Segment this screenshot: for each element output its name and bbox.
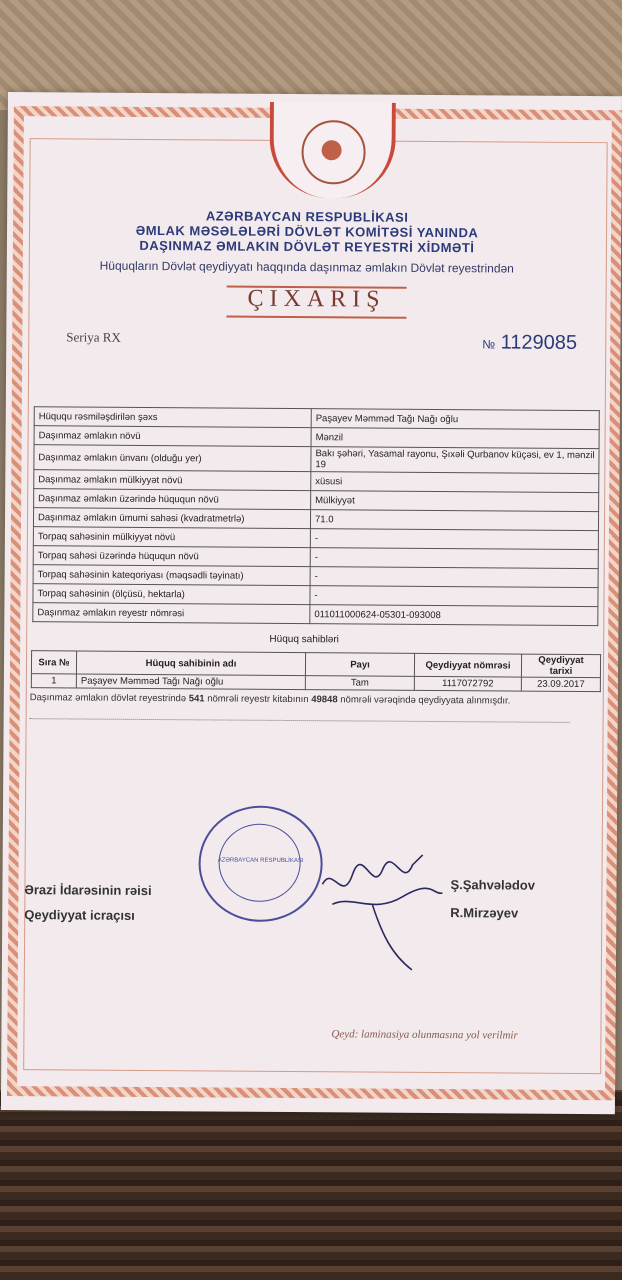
table-row: Daşınmaz əmlakın ümumi sahəsi (kvadratmetrlə) 71.0 <box>33 508 598 531</box>
signatory-name-2: R.Mirzəyev <box>450 905 519 921</box>
table-row: 1 Paşayev Məmməd Tağı Nağı oğlu Tam 1117072792 23.09.2017 <box>31 674 600 692</box>
document-number: № 1129085 <box>482 331 578 354</box>
table-row: Daşınmaz əmlakın üzərində hüququn növü Mülkiyyət <box>34 489 599 512</box>
signatory-role-2: Qeydiyyat icraçısı <box>24 907 135 923</box>
certificate-sheet <box>1 92 622 1114</box>
table-row: Daşınmaz əmlakın növü Mənzil <box>34 426 599 449</box>
official-stamp-icon: AZƏRBAYCAN RESPUBLİKASI <box>198 805 323 922</box>
registration-note: Daşınmaz əmlakın dövlət reyestrində 541 nömrəli reyestr kitabının 49848 nömrəli vərəqində qeydiyyata alınmışdır. <box>29 692 511 707</box>
signatory-role-1: Ərazi İdarəsinin rəisi <box>24 882 152 899</box>
table-row: Torpaq sahəsi üzərində hüququn növü - <box>33 546 598 569</box>
table-row: Torpaq sahəsinin mülkiyyət növü - <box>33 527 598 550</box>
table-row: Daşınmaz əmlakın ünvanı (olduğu yer) Bakı şəhəri, Yasamal rayonu, Şıxəli Qurbanov küçəsi, ev 1, mənzil 19 <box>34 445 599 474</box>
table-row: Daşınmaz əmlakın reyestr nömrəsi 011011000624-05301-093008 <box>33 603 598 626</box>
signature-icon <box>312 834 453 975</box>
table-row: Hüququ rəsmiləşdirilən şəxs Paşayev Məmməd Tağı Nağı oğlu <box>34 407 599 430</box>
table-row: Torpaq sahəsinin (ölçüsü, hektarla) - <box>33 584 598 607</box>
header-line-1: AZƏRBAYCAN RESPUBLİKASI <box>205 208 409 225</box>
header-line-3: DAŞINMAZ ƏMLAKIN DÖVLƏT REYESTRİ XİDMƏTİ <box>139 237 475 256</box>
owners-title: Hüquq sahibləri <box>269 633 339 646</box>
background-floor <box>0 1090 622 1280</box>
signatory-name-1: Ş.Şahvələdov <box>450 877 536 893</box>
series-label: Seriya RX <box>66 329 121 345</box>
header-subtitle: Hüquqların Dövlət qeydiyyatı haqqında daşınmaz əmlakın Dövlət reyestrindən <box>99 258 514 276</box>
header-line-2: ƏMLAK MƏSƏLƏLƏRİ DÖVLƏT KOMİTƏSİ YANINDA <box>135 222 479 241</box>
property-table <box>32 406 599 626</box>
owners-table <box>31 650 601 692</box>
footer-note: Qeyd: laminasiya olunmasına yol verilmir <box>331 1028 518 1042</box>
document-title: ÇIXARIŞ <box>247 285 386 313</box>
table-row: Torpaq sahəsinin kateqoriyası (məqsədli təyinatı) - <box>33 565 598 588</box>
table-row: Daşınmaz əmlakın mülkiyyət növü xüsusi <box>34 470 599 493</box>
table-header-row: Sıra № Hüquq sahibinin adı Payı Qeydiyyat nömrəsi Qeydiyyat tarixi <box>31 651 600 678</box>
